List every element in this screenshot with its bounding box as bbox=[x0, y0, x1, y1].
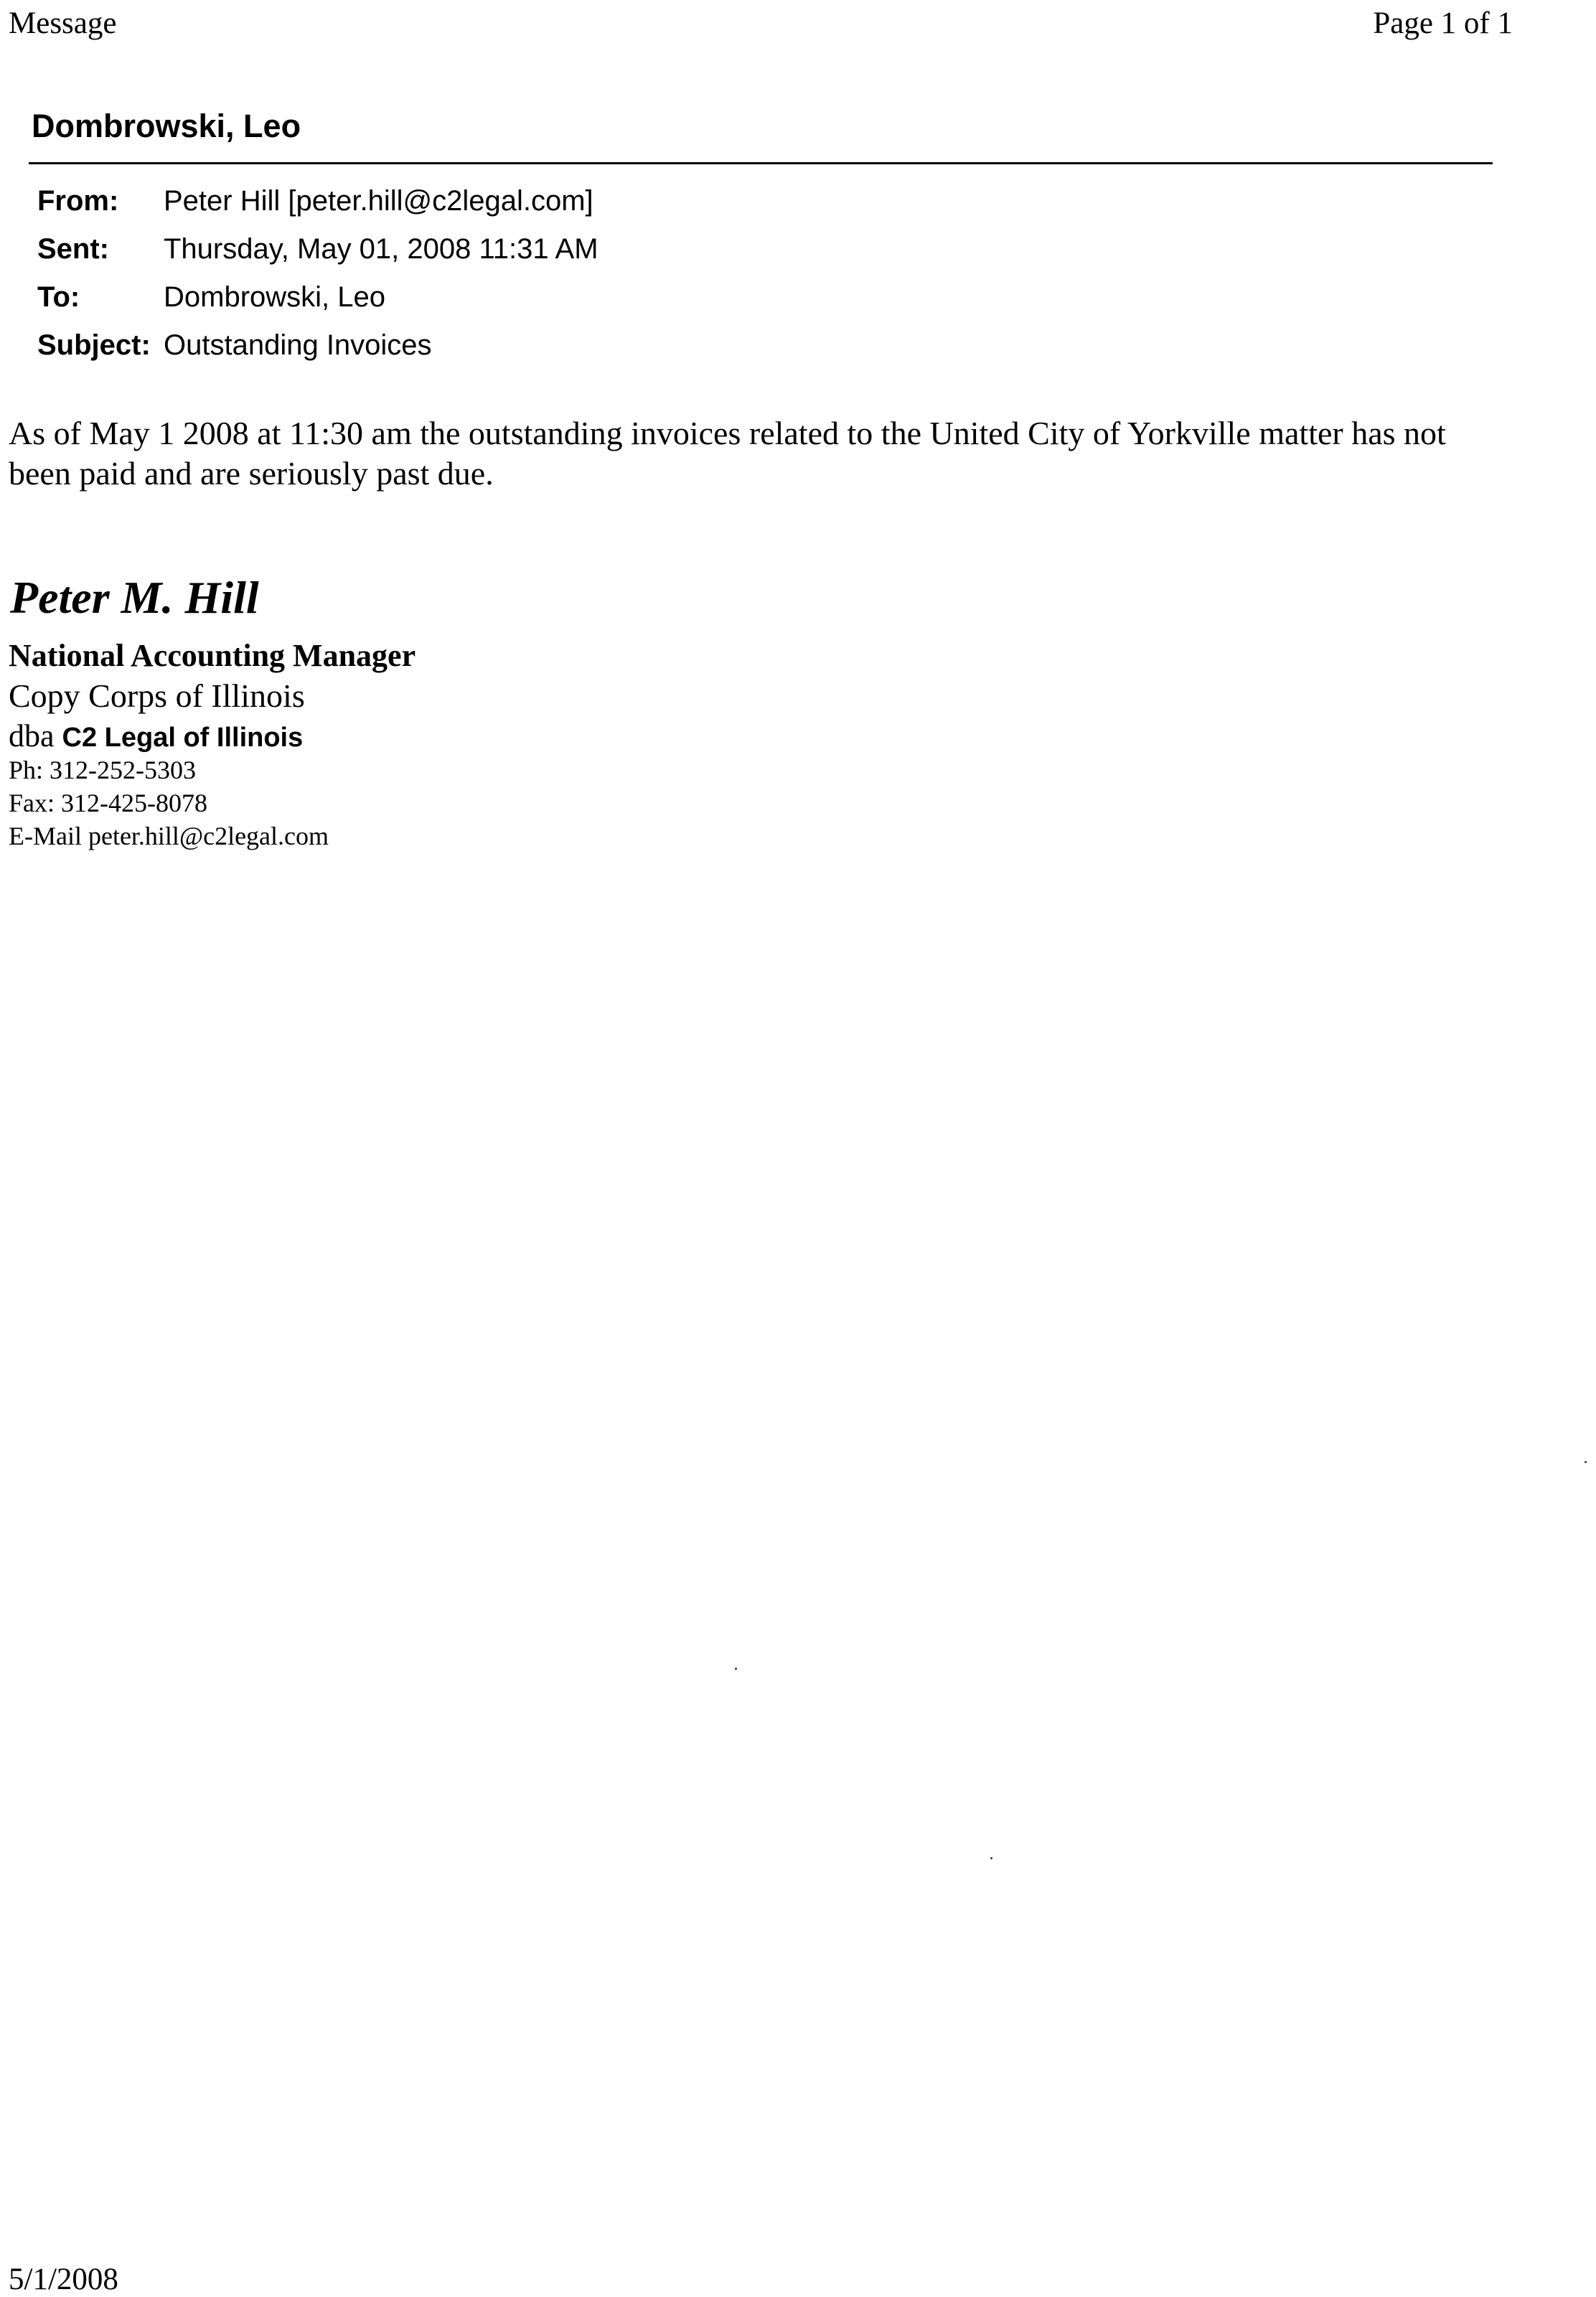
signature-email: E-Mail peter.hill@c2legal.com bbox=[9, 822, 329, 850]
sent-value: Thursday, May 01, 2008 11:31 AM bbox=[164, 233, 598, 265]
print-header-page-number: Page 1 of 1 bbox=[1373, 6, 1513, 40]
header-row-to bbox=[37, 281, 598, 329]
signature-company: Copy Corps of Illinois bbox=[9, 677, 305, 714]
header-row-subject bbox=[37, 329, 598, 377]
print-footer-date: 5/1/2008 bbox=[9, 2263, 118, 2296]
mailbox-owner-name: Dombrowski, Leo bbox=[32, 108, 301, 144]
email-header-fields bbox=[37, 185, 598, 377]
to-label: To: bbox=[37, 281, 80, 313]
signature-fax: Fax: 312-425-8078 bbox=[9, 789, 207, 817]
header-divider bbox=[29, 162, 1493, 164]
signature-phone: Ph: 312-252-5303 bbox=[9, 756, 196, 784]
scan-speck bbox=[735, 1668, 737, 1670]
sent-label: Sent: bbox=[37, 233, 109, 265]
message-body: As of May 1 2008 at 11:30 am the outstanding invoices related to the United City of Yorkville matter has not been paid and are seriously past due. bbox=[9, 415, 1446, 492]
from-label: From: bbox=[37, 185, 119, 217]
subject-label: Subject: bbox=[37, 329, 151, 361]
signature-script-name: Peter M. Hill bbox=[10, 572, 259, 623]
signature-title: National Accounting Manager bbox=[9, 638, 416, 673]
header-row-from bbox=[37, 185, 598, 233]
subject-value: Outstanding Invoices bbox=[164, 329, 432, 361]
to-value: Dombrowski, Leo bbox=[164, 281, 386, 313]
header-row-sent bbox=[37, 233, 598, 281]
signature-dba-name: C2 Legal of Illinois bbox=[62, 723, 304, 753]
print-header-title: Message bbox=[9, 6, 117, 40]
scan-speck bbox=[990, 1857, 992, 1859]
from-value: Peter Hill [peter.hill@c2legal.com] bbox=[164, 185, 593, 217]
signature-dba-prefix: dba bbox=[9, 718, 55, 753]
signature-dba bbox=[9, 718, 303, 754]
scan-speck bbox=[1585, 1461, 1587, 1463]
